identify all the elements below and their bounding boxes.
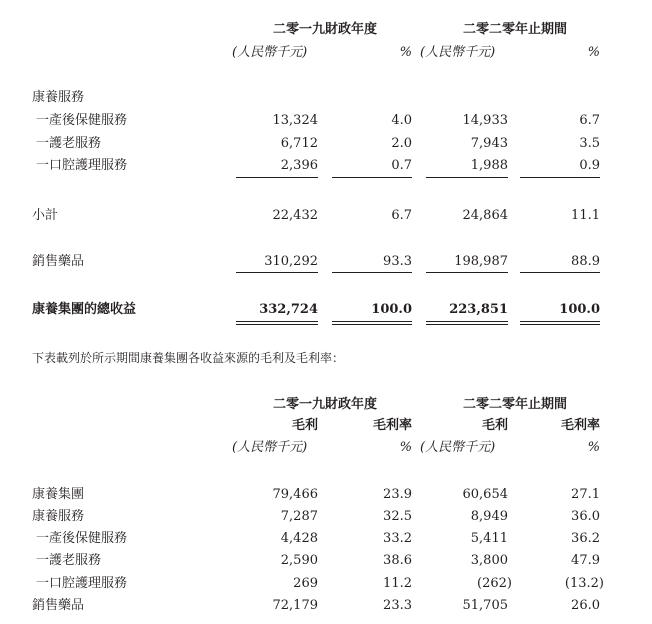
t1-row-p1: 4.0 [391, 113, 412, 128]
t2-row-p1: 38.6 [383, 553, 412, 568]
t1-total-p1: 100.0 [371, 302, 412, 317]
intro-paragraph: 下表載列於所示期間康養集團各收益來源的毛利及毛利率： [32, 351, 345, 365]
t1-subtotal-label: 小計 [32, 208, 59, 223]
t1-total-label: 康養集團的總收益 [32, 302, 137, 317]
t2-row-p1: 32.5 [383, 509, 412, 524]
t2-row-v1: 2,590 [280, 553, 318, 568]
t2-row-v1: 79,466 [272, 487, 318, 502]
t2-row-p2: 26.0 [571, 598, 600, 613]
t2-row-v1: 72,179 [272, 598, 318, 613]
t1-rule-p1 [332, 177, 412, 178]
t1-row-v1: 2,396 [280, 158, 318, 173]
t1-double-rule-v2 [426, 321, 508, 325]
t1-subtotal-p1: 6.7 [391, 208, 412, 223]
t1-rule-p2 [520, 272, 600, 273]
t1-rule-p2 [520, 177, 600, 178]
t2-unit1: (人民幣千元) [232, 440, 308, 455]
t1-row-label: 一口腔護理服務 [36, 158, 128, 173]
t2-row-v2: 3,800 [470, 553, 508, 568]
t2-unit2: (人民幣千元) [420, 440, 496, 455]
t1-total-p2: 100.0 [559, 302, 600, 317]
t1-total-v1: 332,724 [259, 302, 318, 317]
t2-row-label: 銷售藥品 [32, 598, 85, 613]
t1-row-v1: 6,712 [280, 136, 318, 151]
t1-double-rule-p1 [332, 321, 412, 325]
t1-period1-header: 二零一九財政年度 [272, 22, 377, 37]
t1-subtotal-p2: 11.1 [571, 208, 600, 223]
t2-row-v1: 4,428 [280, 531, 318, 546]
t2-row-p2: 27.1 [571, 487, 600, 502]
t2-row-p2: 47.9 [571, 553, 600, 568]
t2-pct1: % [399, 440, 412, 455]
t2-row-label: 一護老服務 [36, 553, 102, 568]
t1-subtotal-v2: 24,864 [462, 208, 508, 223]
t1-medicine-p2: 88.9 [571, 254, 600, 269]
t1-row-v2: 1,988 [470, 158, 508, 173]
t2-row-p1: 11.2 [383, 576, 412, 591]
t1-row-v2: 14,933 [462, 113, 508, 128]
t2-row-v2: 5,411 [470, 531, 508, 546]
t1-medicine-label: 銷售藥品 [32, 254, 85, 269]
t2-gm1: 毛利率 [372, 418, 412, 433]
t1-medicine-p1: 93.3 [383, 254, 412, 269]
t2-row-v2: 8,949 [470, 509, 508, 524]
t1-rule-p1 [332, 272, 412, 273]
t2-gm2: 毛利率 [560, 418, 600, 433]
t2-row-label: 一產後保健服務 [36, 531, 128, 546]
t2-row-v2: 60,654 [462, 487, 508, 502]
t1-total-v2: 223,851 [449, 302, 508, 317]
t1-row-p2: 6.7 [579, 113, 600, 128]
t2-row-label: 康養服務 [32, 509, 85, 524]
t2-period1-header: 二零一九財政年度 [272, 397, 377, 412]
t2-gp2: 毛利 [481, 418, 508, 433]
t2-row-p2: 36.0 [571, 509, 600, 524]
t2-row-p2: (13.2) [564, 576, 604, 591]
t2-row-v2: 51,705 [462, 598, 508, 613]
t2-row-v1: 269 [293, 576, 318, 591]
t1-pct2: % [587, 45, 600, 60]
t2-row-v2: (262) [477, 576, 512, 591]
t1-unit1: (人民幣千元) [232, 45, 308, 60]
t2-row-label: 一口腔護理服務 [36, 576, 128, 591]
t2-row-p2: 36.2 [571, 531, 600, 546]
t1-medicine-v2: 198,987 [454, 254, 508, 269]
t1-rule-v1 [236, 272, 318, 273]
t1-double-rule-v1 [236, 321, 318, 325]
t1-rule-v2 [426, 272, 508, 273]
t1-rule-v1 [236, 177, 318, 178]
t1-row-v1: 13,324 [272, 113, 318, 128]
t1-period2-header: 二零二零年止期間 [462, 22, 567, 37]
t1-pct1: % [399, 45, 412, 60]
t2-row-p1: 33.2 [383, 531, 412, 546]
t2-gp1: 毛利 [291, 418, 318, 433]
t1-double-rule-p2 [520, 321, 600, 325]
t1-subtotal-v1: 22,432 [272, 208, 318, 223]
t2-period2-header: 二零二零年止期間 [462, 397, 567, 412]
t1-medicine-v1: 310,292 [264, 254, 318, 269]
t1-unit2: (人民幣千元) [420, 45, 496, 60]
t2-row-p1: 23.9 [383, 487, 412, 502]
t1-section-label: 康養服務 [32, 90, 85, 105]
t1-rule-v2 [426, 177, 508, 178]
t2-row-label: 康養集團 [32, 487, 85, 502]
t1-row-label: 一護老服務 [36, 136, 102, 151]
t2-row-v1: 7,287 [280, 509, 318, 524]
t1-row-p1: 0.7 [391, 158, 412, 173]
t1-row-v2: 7,943 [470, 136, 508, 151]
t2-row-p1: 23.3 [383, 598, 412, 613]
t1-row-p2: 0.9 [579, 158, 600, 173]
t1-row-p2: 3.5 [579, 136, 600, 151]
t1-row-label: 一產後保健服務 [36, 113, 128, 128]
t2-pct2: % [587, 440, 600, 455]
t1-row-p1: 2.0 [391, 136, 412, 151]
